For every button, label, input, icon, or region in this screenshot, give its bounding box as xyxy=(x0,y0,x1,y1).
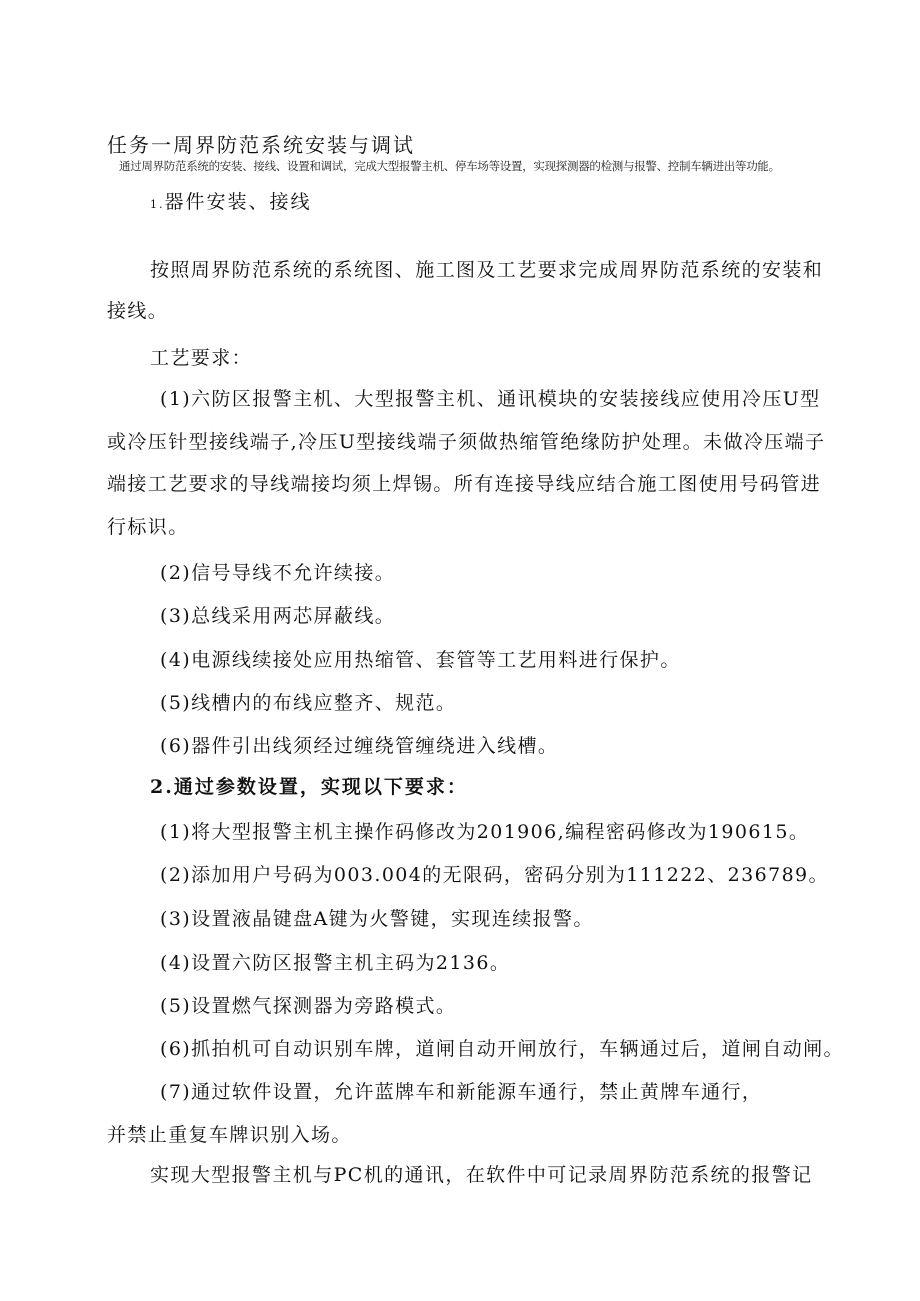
setting-item: (5)设置燃气探测器为旁路模式。 xyxy=(160,995,457,1017)
requirement-item: (4)电源线续接处应用热缩管、套管等工艺用料进行保护。 xyxy=(160,649,681,671)
setting-item: (3)设置液晶键盘A键为火警键，实现连续报警。 xyxy=(160,908,594,930)
paragraph-line: 按照周界防范系统的系统图、施工图及工艺要求完成周界防范系统的安装和 xyxy=(150,259,824,281)
section1-number: 1. xyxy=(150,198,165,211)
setting-item: (7)通过软件设置，允许蓝牌车和新能源车通行，禁止黄牌车通行， xyxy=(160,1081,763,1103)
setting-item: 并禁止重复车牌识别入场。 xyxy=(107,1124,352,1146)
requirement-item: (1)六防区报警主机、大型报警主机、通讯模块的安装接线应使用冷压U型 xyxy=(160,388,821,410)
setting-item: (1)将大型报警主机主操作码修改为201906,编程密码修改为190615。 xyxy=(160,821,810,843)
paragraph-line: 接线。 xyxy=(107,300,169,322)
section2-heading: 2.通过参数设置，实现以下要求： xyxy=(150,776,468,798)
requirements-label: 工艺要求： xyxy=(150,347,253,369)
requirement-item: (3)总线采用两芯屏蔽线。 xyxy=(160,605,396,627)
requirement-item: (5)线槽内的布线应整齐、规范。 xyxy=(160,692,457,714)
requirement-item: (2)信号导线不允许续接。 xyxy=(160,562,396,584)
task-description: 通过周界防范系统的安装、接线、设置和调试，完成大型报警主机、停车场等设置，实现探测器的检测与报警、控制车辆进出等功能。 xyxy=(119,159,780,173)
setting-item: (2)添加用户号码为003.004的无限码，密码分别为111222、236789。 xyxy=(160,864,829,886)
section1-heading xyxy=(150,187,312,214)
task-title: 任务一周界防范系统安装与调试 xyxy=(107,133,415,157)
requirement-item: 行标识。 xyxy=(107,516,189,538)
requirement-item: 端接工艺要求的导线端接均须上焊锡。所有连接导线应结合施工图使用号码管进 xyxy=(107,473,822,495)
closing-paragraph: 实现大型报警主机与PC机的通讯，在软件中可记录周界防范系统的报警记 xyxy=(150,1164,813,1186)
section1-heading-text: 器件安装、接线 xyxy=(164,191,312,213)
requirement-item: 或冷压针型接线端子,冷压U型接线端子须做热缩管绝缘防护处理。未做冷压端子 xyxy=(107,431,826,453)
setting-item: (6)抓拍机可自动识别车牌，道闸自动开闸放行，车辆通过后，道闸自动闸。 xyxy=(160,1038,844,1060)
requirement-item: (6)器件引出线须经过缠绕管缠绕进入线槽。 xyxy=(160,735,559,757)
setting-item: (4)设置六防区报警主机主码为2136。 xyxy=(160,952,511,974)
